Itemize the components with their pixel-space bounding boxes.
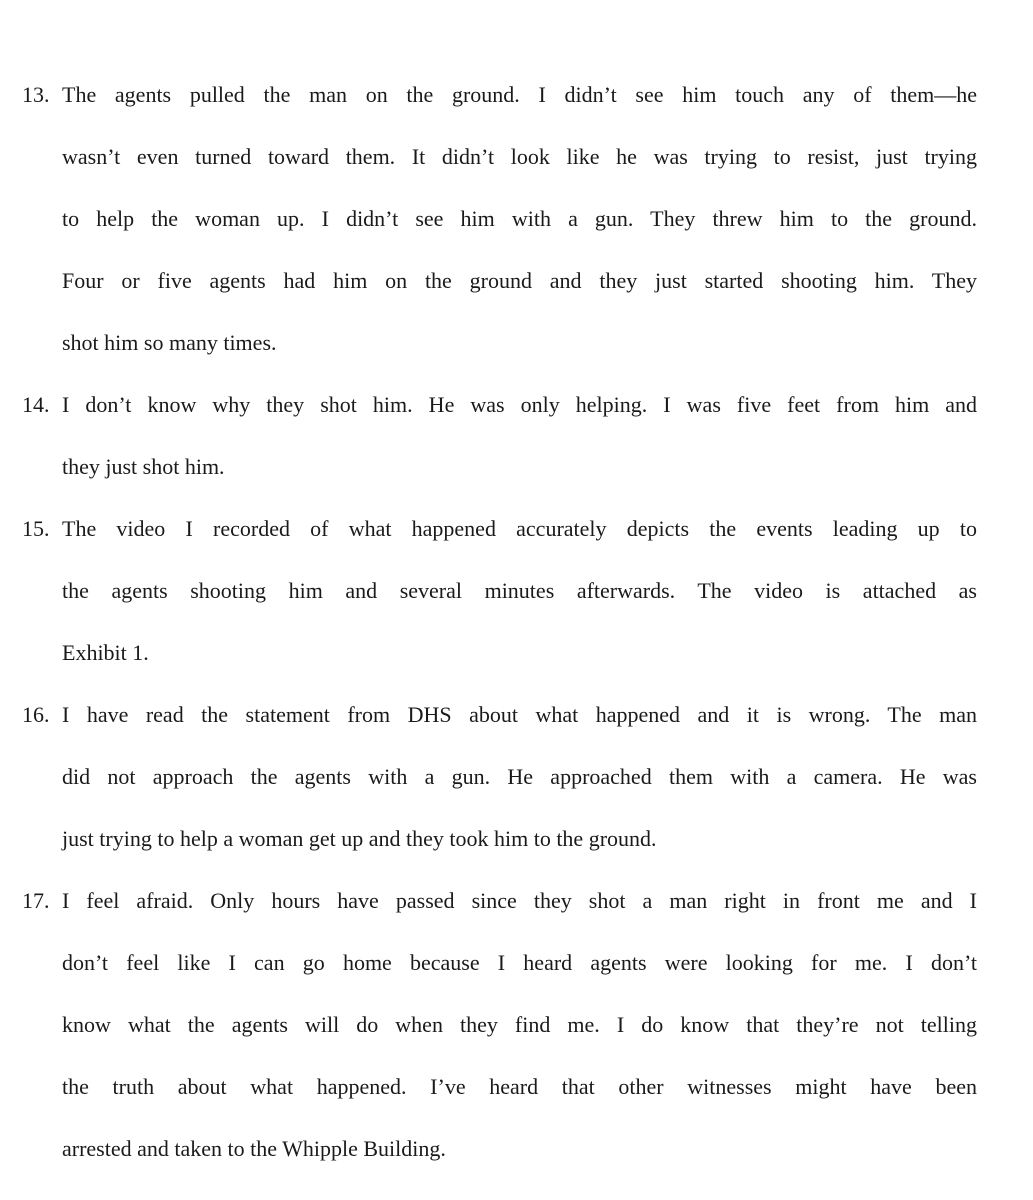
paragraph-17 <box>22 870 977 1180</box>
paragraph-number: 13. <box>22 82 50 107</box>
paragraph-number: 15. <box>22 516 50 541</box>
paragraph-line: the agents shooting him and several minutes afterwards. The video is attached as <box>62 578 977 603</box>
paragraph-number: 14. <box>22 392 50 417</box>
paragraph-line: wasn’t even turned toward them. It didn’t look like he was trying to resist, just trying <box>62 144 977 169</box>
paragraph-line: did not approach the agents with a gun. He approached them with a camera. He was <box>62 764 977 789</box>
paragraph-line: I have read the statement from DHS about what happened and it is wrong. The man <box>62 702 977 727</box>
paragraph-line: know what the agents will do when they find me. I do know that they’re not telling <box>62 1012 977 1037</box>
paragraph-line: don’t feel like I can go home because I heard agents were looking for me. I don’t <box>62 950 977 975</box>
paragraph-15 <box>22 498 977 684</box>
paragraph-13 <box>22 64 977 374</box>
paragraph-line: to help the woman up. I didn’t see him with a gun. They threw him to the ground. <box>62 206 977 231</box>
paragraph-line: Exhibit 1. <box>62 640 149 665</box>
paragraph-line: I don’t know why they shot him. He was only helping. I was five feet from him and <box>62 392 977 417</box>
paragraph-line: The video I recorded of what happened accurately depicts the events leading up to <box>62 516 977 541</box>
paragraph-line: arrested and taken to the Whipple Building. <box>62 1136 446 1161</box>
paragraph-16 <box>22 684 977 870</box>
paragraph-line: just trying to help a woman get up and they took him to the ground. <box>62 826 657 851</box>
paragraph-line: I feel afraid. Only hours have passed since they shot a man right in front me and I <box>62 888 977 913</box>
paragraph-line: shot him so many times. <box>62 330 277 355</box>
paragraph-line: the truth about what happened. I’ve heard that other witnesses might have been <box>62 1074 977 1099</box>
paragraph-line: The agents pulled the man on the ground. I didn’t see him touch any of them—he <box>62 82 977 107</box>
paragraph-line: Four or five agents had him on the ground and they just started shooting him. They <box>62 268 977 293</box>
paragraph-number: 16. <box>22 702 50 727</box>
paragraph-14 <box>22 374 977 498</box>
paragraph-line: they just shot him. <box>62 454 225 479</box>
paragraph-number: 17. <box>22 888 50 913</box>
